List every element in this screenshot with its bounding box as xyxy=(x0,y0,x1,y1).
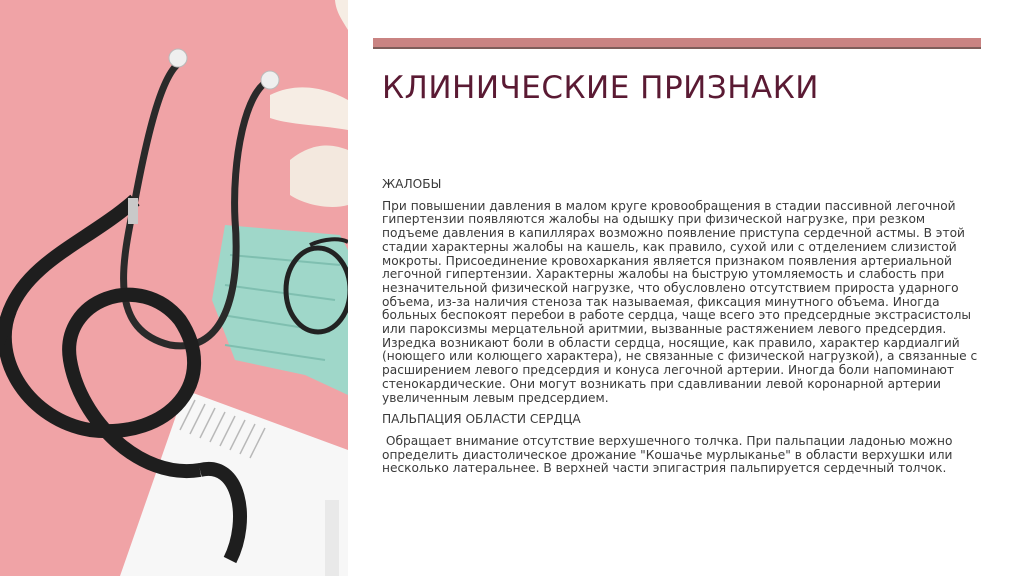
stethoscope-illustration xyxy=(0,0,348,576)
slide-body xyxy=(382,178,982,484)
section-heading-palpation: ПАЛЬПАЦИЯ ОБЛАСТИ СЕРДЦА xyxy=(382,412,581,427)
slide-title: КЛИНИЧЕСКИЕ ПРИЗНАКИ xyxy=(382,70,819,106)
section-heading-complaints: ЖАЛОБЫ xyxy=(382,177,442,191)
accent-bar xyxy=(373,38,981,47)
section-text-complaints: При повышении давления в малом круге кровообращения в стадии пассивной легочной гипертензии появляются жалобы на одышку при физической нагрузке, при резком подъеме давления в капиллярах возможно появление приступа сердечной астмы. В этой стадии характерны жалобы на кашель, как правило, сухой или с отделением слизистой мокроты. Присоединение кровохаркания является признаком появления артериальной легочной гипертензии. Характерны жалобы на быструю утомляемость и слабость при незначительной физической нагрузке, что обусловлено отсутствием прироста ударного объема, из-за наличия стеноза так называемая, фиксация минутного объема. Иногда больных беспокоят перебои в работе сердца, чаще всего это предсердные экстрасистолы или пароксизмы мерцательной аритмии, вызванные растяжением левого предсердия. Изредка возникают боли в области сердца, носящие, как правило, характер кардиалгий (ноющего или колющего характера), не связанные с физической нагрузкой), а связанные с расширением левого предсердия и конуса легочной артерии. Иногда боли напоминают стенокардические. Они могут возникать при сдавливании левой коронарной артерии увеличенным левым предсердием. xyxy=(382,198,978,405)
medical-photo xyxy=(0,0,348,576)
section-text-palpation: Обращает внимание отсутствие верхушечного толчка. При пальпации ладонью можно определить диастолическое дрожание "Кошачье мурлыканье" в области верхушки или несколько латеральнее. В верхней части эпигастрия пальпируется сердечный толчок. xyxy=(382,433,957,476)
accent-bar-shadow xyxy=(373,47,981,49)
